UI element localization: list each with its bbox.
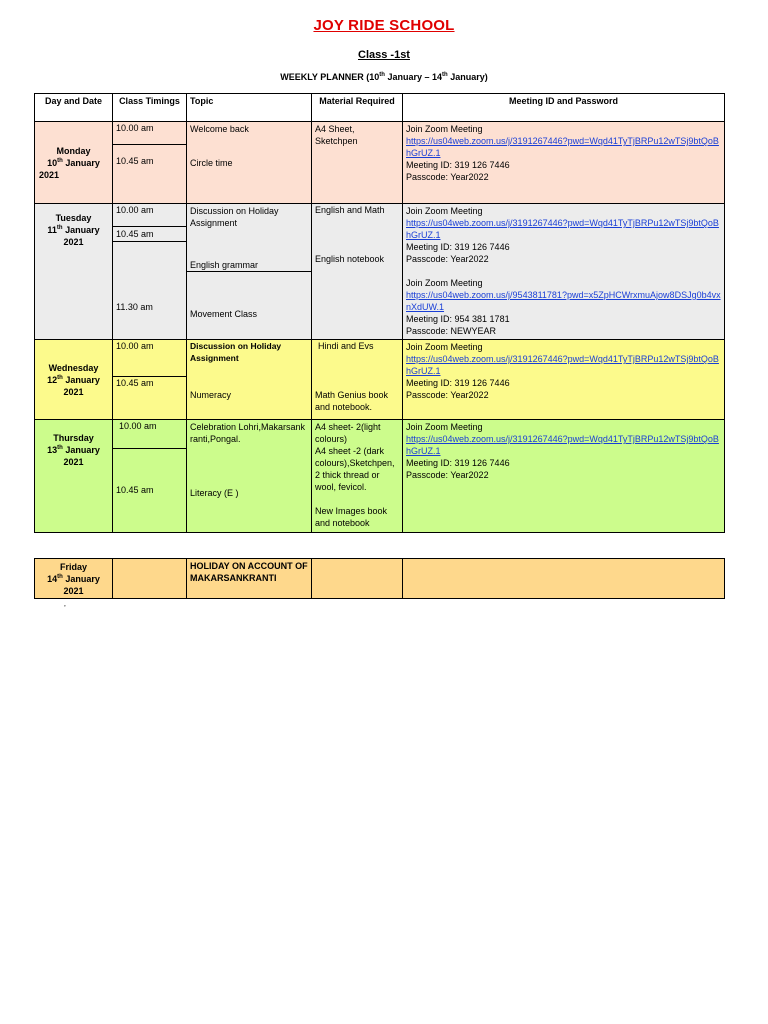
monday-topic1: Welcome back — [190, 124, 249, 134]
friday-meeting — [403, 559, 725, 599]
monday-time2: 10.45 am — [116, 156, 154, 166]
table-row-tuesday — [35, 204, 725, 340]
monday-year: 2021 — [39, 169, 60, 180]
thursday-timings — [113, 420, 187, 533]
thursday-material1: A4 sheet- 2(light colours) — [315, 422, 381, 444]
friday-day: Friday — [59, 561, 87, 572]
header-row — [35, 94, 725, 122]
tuesday-zoom-link2[interactable]: https://us04web.zoom.us/j/9543811781?pwd=x5ZpHCWrxmuAjow8DSJg0b4vxnXdUW.1 — [406, 290, 721, 312]
friday-date-sup: th — [57, 573, 63, 580]
tuesday-meeting-id: Meeting ID: 319 126 7446 — [406, 242, 510, 252]
thursday-topic2: Literacy (E ) — [190, 488, 239, 498]
planner-table — [34, 93, 725, 533]
tuesday-topics — [187, 204, 312, 340]
tuesday-date-sup: th — [56, 224, 63, 231]
monday-timings — [113, 122, 187, 204]
wednesday-material1: Hindi and Evs — [318, 341, 374, 351]
tuesday-material2: English notebook — [315, 254, 385, 264]
table-row-friday — [35, 559, 725, 599]
header-day: Day and Date — [35, 94, 113, 122]
monday-topics — [187, 122, 312, 204]
monday-meeting — [403, 122, 725, 204]
monday-zoom-link[interactable]: https://us04web.zoom.us/j/3191267446?pwd=Wqd41TyTjBRPu12wTSj9btQoBhGrUZ.1 — [406, 136, 719, 158]
tuesday-time2: 10.45 am — [116, 229, 154, 239]
thursday-passcode: Passcode: Year2022 — [406, 470, 489, 480]
monday-zoom-label: Join Zoom Meeting — [406, 124, 483, 134]
thursday-material3: New Images book and notebook — [315, 506, 388, 528]
friday-note: HOLIDAY ON ACCOUNT OF MAKARSANKRANTI — [187, 559, 312, 599]
tuesday-zoom-label: Join Zoom Meeting — [406, 206, 483, 216]
school-name: JOY RIDE SCHOOL — [313, 17, 455, 34]
friday-date-rest: January — [62, 573, 100, 584]
monday-date-sup: th — [57, 157, 63, 164]
wednesday-material2: Math Genius book and notebook. — [315, 390, 389, 412]
wednesday-time2: 10.45 am — [116, 378, 154, 388]
tuesday-zoom-label2: Join Zoom Meeting — [406, 278, 483, 288]
monday-topic2: Circle time — [190, 158, 233, 168]
table-row-thursday — [35, 420, 725, 533]
thursday-date-sup: th — [57, 445, 63, 451]
header-meeting: Meeting ID and Password — [403, 94, 725, 122]
planner-sup2: th — [442, 72, 448, 78]
table-row-monday — [35, 122, 725, 204]
wednesday-time1: 10.00 am — [116, 341, 154, 351]
tuesday-time1: 10.00 am — [116, 205, 154, 215]
table-row-wednesday — [35, 340, 725, 420]
planner-prefix: WEEKLY PLANNER (10 — [280, 72, 380, 82]
wednesday-topic2: Numeracy — [190, 390, 232, 400]
tuesday-meeting-id2: Meeting ID: 954 381 1781 — [406, 314, 510, 324]
monday-time1: 10.00 am — [116, 123, 154, 133]
thursday-zoom-label: Join Zoom Meeting — [406, 422, 483, 432]
planner-title — [0, 72, 768, 82]
friday-date-num: 14 — [47, 573, 58, 584]
friday-year: 2021 — [63, 585, 84, 596]
tuesday-date-num: 11 — [47, 224, 57, 235]
wednesday-day: Wednesday — [48, 362, 99, 373]
tuesday-passcode: Passcode: Year2022 — [406, 254, 489, 264]
tuesday-topic1: Discussion on Holiday Assignment — [190, 206, 279, 228]
header-topic: Topic — [187, 94, 312, 122]
tuesday-timings — [113, 204, 187, 340]
tuesday-material — [312, 204, 403, 340]
wednesday-meeting — [403, 340, 725, 420]
wednesday-date-sup: th — [57, 374, 63, 381]
tuesday-date-rest: January — [62, 224, 100, 235]
friday-table — [34, 558, 725, 599]
friday-day-cell — [35, 559, 113, 599]
thursday-topics — [187, 420, 312, 533]
thursday-zoom-link[interactable]: https://us04web.zoom.us/j/3191267446?pwd=Wqd41TyTjBRPu12wTSj9btQoBhGrUZ.1 — [406, 434, 719, 456]
monday-date-rest: January — [62, 157, 100, 168]
friday-timings — [113, 559, 187, 599]
wednesday-material — [312, 340, 403, 420]
class-label: Class -1st — [358, 49, 410, 61]
thursday-topic1: Celebration Lohri,Makarsankranti,Pongal. — [190, 422, 306, 444]
wednesday-date-rest: January — [62, 374, 100, 385]
thursday-day: Thursday — [53, 433, 94, 443]
wednesday-zoom-link[interactable]: https://us04web.zoom.us/j/3191267446?pwd=Wqd41TyTjBRPu12wTSj9btQoBhGrUZ.1 — [406, 354, 719, 376]
thursday-year: 2021 — [63, 457, 84, 467]
tuesday-meeting — [403, 204, 725, 340]
monday-meeting-id: Meeting ID: 319 126 7446 — [406, 160, 510, 170]
tuesday-time3: 11.30 am — [116, 302, 153, 312]
thursday-material2: A4 sheet -2 (dark colours),Sketchpen, 2 thick thread or wool, fevicol. — [315, 446, 395, 492]
planner-sup1: th — [379, 72, 385, 78]
header-timings: Class Timings — [113, 94, 187, 122]
tuesday-year: 2021 — [63, 236, 84, 247]
monday-day-cell — [35, 122, 113, 204]
stray-mark: ’ — [64, 604, 66, 613]
planner-suffix: January) — [447, 72, 488, 82]
tuesday-day: Tuesday — [55, 212, 92, 223]
thursday-meeting — [403, 420, 725, 533]
thursday-meeting-id: Meeting ID: 319 126 7446 — [406, 458, 510, 468]
tuesday-topic2: English grammar — [190, 260, 259, 270]
wednesday-topics — [187, 340, 312, 420]
tuesday-material1: English and Math — [315, 205, 385, 215]
planner-middle: January – 14 — [384, 72, 443, 82]
wednesday-day-cell — [35, 340, 113, 420]
wednesday-date-num: 12 — [47, 374, 58, 385]
monday-day: Monday — [56, 145, 91, 156]
wednesday-topic1: Discussion on Holiday Assignment — [190, 341, 282, 363]
tuesday-passcode2: Passcode: NEWYEAR — [406, 326, 497, 336]
monday-material: A4 Sheet, Sketchpen — [312, 122, 403, 204]
thursday-time1: 10.00 am — [119, 421, 157, 431]
wednesday-passcode: Passcode: Year2022 — [406, 390, 489, 400]
wednesday-timings — [113, 340, 187, 420]
tuesday-topic3: Movement Class — [190, 309, 258, 319]
thursday-date-num: 13 — [47, 445, 58, 455]
thursday-material — [312, 420, 403, 533]
tuesday-day-cell — [35, 204, 113, 340]
thursday-day-cell — [35, 420, 113, 533]
monday-date-num: 10 — [47, 157, 58, 168]
wednesday-meeting-id: Meeting ID: 319 126 7446 — [406, 378, 510, 388]
monday-passcode: Passcode: Year2022 — [406, 172, 489, 182]
wednesday-year: 2021 — [63, 386, 84, 397]
header-material: Material Required — [312, 94, 403, 122]
thursday-date-rest: January — [62, 445, 100, 455]
tuesday-zoom-link[interactable]: https://us04web.zoom.us/j/3191267446?pwd=Wqd41TyTjBRPu12wTSj9btQoBhGrUZ.1 — [406, 218, 719, 240]
friday-material — [312, 559, 403, 599]
thursday-time2: 10.45 am — [116, 485, 154, 495]
wednesday-zoom-label: Join Zoom Meeting — [406, 342, 483, 352]
